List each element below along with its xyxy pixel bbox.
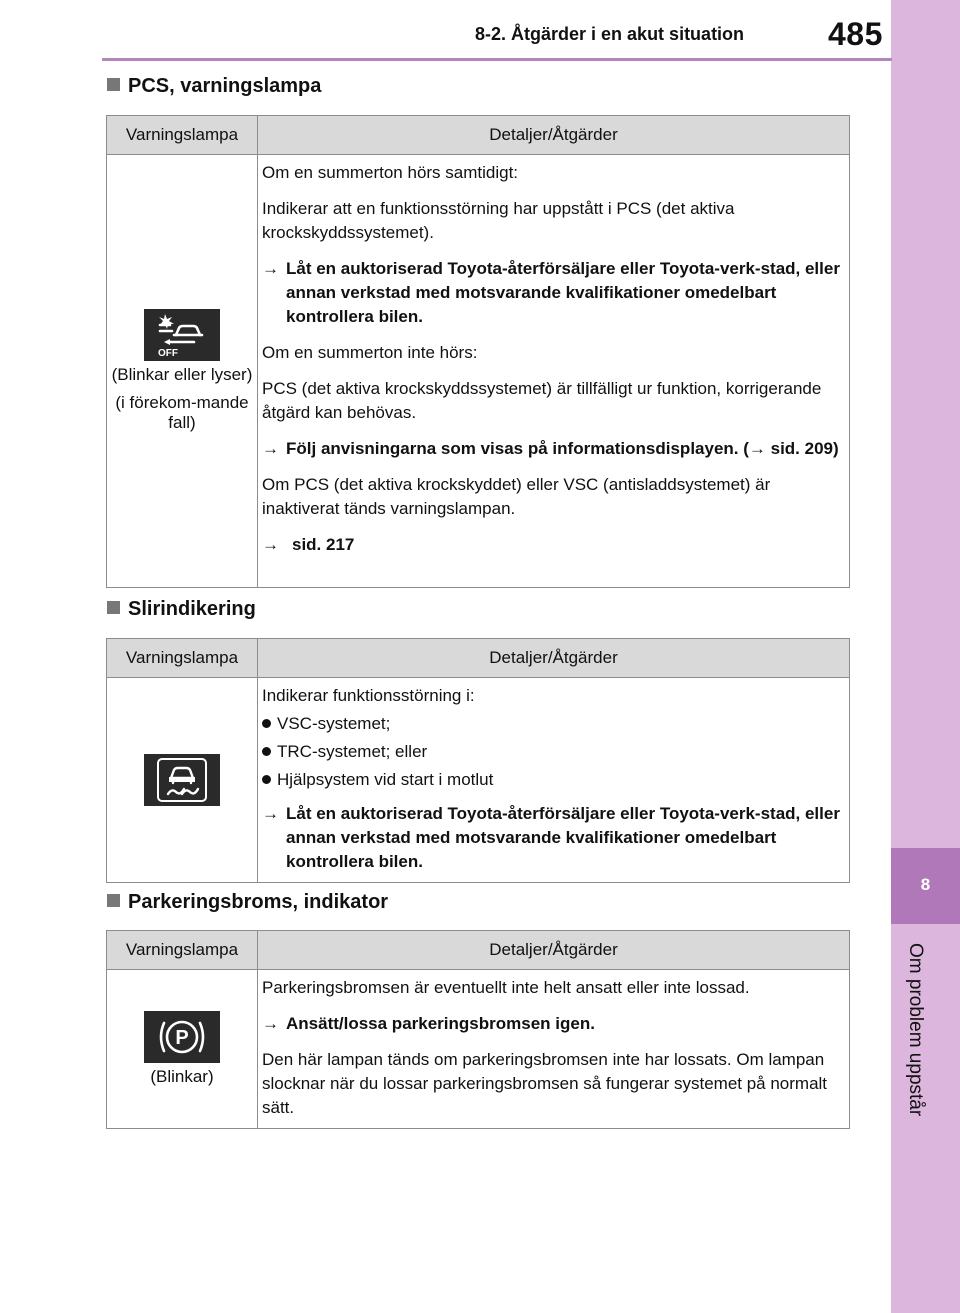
detail-text: PCS (det aktiva krockskyddssystemet) är tillfälligt ur funktion, korrigerande åtgärd kan behövas. bbox=[262, 379, 822, 422]
action-item bbox=[262, 533, 843, 557]
square-bullet-icon bbox=[107, 601, 120, 614]
arrow-icon: → bbox=[262, 535, 279, 554]
arrow-icon: → bbox=[262, 804, 279, 823]
section-title-slip bbox=[107, 598, 256, 621]
detail-text: Om en summerton inte hörs: bbox=[262, 343, 478, 362]
action-item bbox=[262, 802, 843, 874]
list-item-text: TRC-systemet; eller bbox=[277, 742, 428, 761]
bullet-icon bbox=[262, 719, 271, 728]
section-title-pcs bbox=[107, 75, 321, 98]
arrow-icon: → bbox=[262, 1014, 279, 1033]
square-bullet-icon bbox=[107, 78, 120, 91]
action-text: Låt en auktoriserad Toyota-återförsäljare eller Toyota-verk-stad, eller annan verkstad med motsvarande kvalifikationer omedelbart kontrollera bilen. bbox=[286, 804, 840, 871]
detail-text: Parkeringsbromsen är eventuellt inte helt ansatt eller inte lossad. bbox=[262, 978, 750, 997]
parking-table bbox=[106, 930, 850, 1129]
list-item-text: VSC-systemet; bbox=[277, 714, 391, 733]
pcs-table bbox=[106, 115, 850, 588]
action-item bbox=[262, 257, 843, 329]
square-bullet-icon bbox=[107, 894, 120, 907]
list-item-text: Hjälpsystem vid start i motlut bbox=[277, 770, 494, 789]
chapter-label: Om problem uppstår bbox=[905, 943, 926, 1117]
lamp-caption: (Blinkar eller lyser) bbox=[111, 365, 253, 384]
col-header-lamp: Varningslampa bbox=[107, 931, 258, 970]
col-header-lamp: Varningslampa bbox=[107, 116, 258, 155]
details-cell bbox=[258, 155, 850, 588]
bullet-icon bbox=[262, 775, 271, 784]
arrow-icon: → bbox=[262, 439, 279, 458]
detail-text: Om en summerton hörs samtidigt: bbox=[262, 163, 519, 182]
col-header-details: Detaljer/Åtgärder bbox=[258, 639, 850, 678]
section-title-text: Slirindikering bbox=[128, 598, 256, 620]
pcs-off-icon bbox=[144, 309, 220, 361]
col-header-lamp: Varningslampa bbox=[107, 639, 258, 678]
header-title: 8-2. Åtgärder i en akut situation bbox=[475, 24, 745, 44]
arrow-icon: → bbox=[262, 259, 279, 278]
list-item bbox=[262, 768, 843, 792]
detail-text: Indikerar funktionsstörning i: bbox=[262, 686, 475, 705]
page-number: 485 bbox=[828, 16, 883, 52]
lamp-cell bbox=[107, 970, 258, 1129]
lamp-caption-note: (i förekom-mande fall) bbox=[115, 393, 249, 432]
list-item bbox=[262, 740, 843, 764]
action-text: Låt en auktoriserad Toyota-återförsäljare eller Toyota-verk-stad, eller annan verkstad med motsvarande kvalifikationer omedelbart kontrollera bilen. bbox=[286, 259, 840, 326]
col-header-details: Detaljer/Åtgärder bbox=[258, 116, 850, 155]
detail-text: Den här lampan tänds om parkeringsbromsen inte har lossats. Om lampan slocknar när du lossar parkeringsbromsen så fungerar systemet på normalt sätt. bbox=[262, 1050, 828, 1117]
section-title-text: PCS, varningslampa bbox=[128, 75, 322, 97]
action-item bbox=[262, 437, 843, 461]
parking-brake-icon bbox=[144, 1011, 220, 1063]
action-text: Ansätt/lossa parkeringsbromsen igen. bbox=[286, 1014, 595, 1033]
details-cell bbox=[258, 678, 850, 883]
section-title-text: Parkeringsbroms, indikator bbox=[128, 891, 389, 913]
bullet-icon bbox=[262, 747, 271, 756]
header-rule bbox=[102, 58, 892, 61]
chapter-number: 8 bbox=[920, 875, 931, 894]
detail-text: Om PCS (det aktiva krockskyddet) eller VSC (antisladdsystemet) är inaktiverat tänds varningslampan. bbox=[262, 475, 771, 518]
action-text: Följ anvisningarna som visas på informationsdisplayen. (→ sid. 209) bbox=[286, 439, 839, 458]
action-item bbox=[262, 1012, 843, 1036]
svg-text:P: P bbox=[175, 1027, 189, 1049]
slip-table bbox=[106, 638, 850, 883]
list-item bbox=[262, 712, 843, 736]
details-cell bbox=[258, 970, 850, 1129]
lamp-cell bbox=[107, 678, 258, 883]
slip-indicator-icon bbox=[144, 754, 220, 806]
page-ref-link[interactable]: sid. 217 bbox=[292, 535, 355, 554]
lamp-caption: (Blinkar) bbox=[150, 1067, 214, 1086]
detail-text: Indikerar att en funktionsstörning har uppstått i PCS (det aktiva krockskyddssystemet). bbox=[262, 199, 735, 242]
col-header-details: Detaljer/Åtgärder bbox=[258, 931, 850, 970]
section-title-parking bbox=[107, 891, 388, 914]
svg-text:OFF: OFF bbox=[158, 348, 178, 359]
lamp-cell bbox=[107, 155, 258, 588]
